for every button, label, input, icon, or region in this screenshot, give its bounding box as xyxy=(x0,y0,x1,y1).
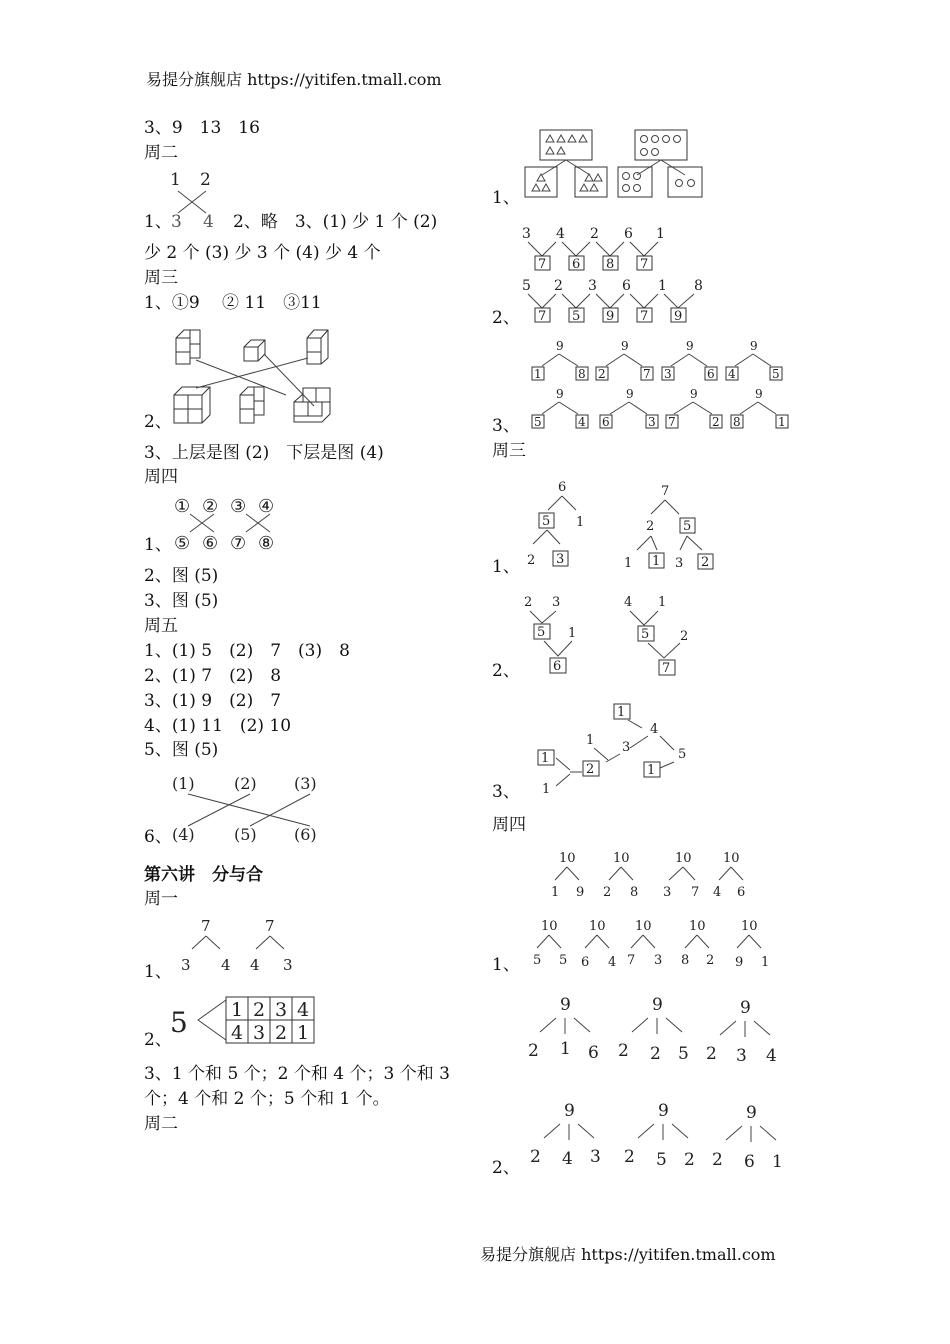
five-number: 5 xyxy=(170,1006,188,1039)
circled-match-figure xyxy=(170,492,285,554)
nine-part: 3 xyxy=(590,1147,601,1167)
paren-match-figure xyxy=(170,770,330,845)
tree-node: 6 xyxy=(553,659,562,674)
section-heading-wednesday: 周三 xyxy=(492,441,526,461)
answer-label: 1、 xyxy=(492,188,520,208)
nine-top: 9 xyxy=(686,339,694,353)
ten-part: 9 xyxy=(735,955,744,970)
tree-left: 4 xyxy=(250,956,260,974)
cross-top-2: 2 xyxy=(200,170,211,190)
ten-part: 3 xyxy=(654,953,663,968)
circled-top: ③ xyxy=(230,496,247,517)
answer-label: 2、 xyxy=(492,308,520,328)
nine-part: 4 xyxy=(578,415,586,429)
tree-right: 4 xyxy=(221,956,231,974)
paren-bottom: (4) xyxy=(172,825,195,844)
nine-top: 9 xyxy=(626,387,634,401)
nine-part: 5 xyxy=(772,367,780,381)
nine-top: 9 xyxy=(740,998,751,1018)
answer-label: 1、 xyxy=(492,557,520,577)
ten-part: 2 xyxy=(706,953,715,968)
ten-part: 1 xyxy=(551,885,560,900)
circled-bottom: ⑥ xyxy=(202,533,219,554)
pair-top: 6 xyxy=(622,278,631,294)
ten-top: 10 xyxy=(723,851,740,866)
tree-node: 4 xyxy=(624,595,633,610)
pair-top: 3 xyxy=(522,226,531,242)
answer-line: 1、(1) 5 (2) 7 (3) 8 xyxy=(144,641,350,661)
tree-node: 3 xyxy=(622,740,631,755)
paren-bottom: (5) xyxy=(234,825,257,844)
nine-part: 3 xyxy=(648,415,656,429)
tree-node: 2 xyxy=(646,519,655,534)
nine-part: 4 xyxy=(766,1046,777,1066)
ten-part: 6 xyxy=(581,955,590,970)
nine-part: 2 xyxy=(598,367,606,381)
nine-top: 9 xyxy=(621,339,629,353)
nine-part: 5 xyxy=(534,415,542,429)
ten-part: 7 xyxy=(627,953,636,968)
nine-part: 2 xyxy=(618,1041,629,1061)
nine-part: 2 xyxy=(706,1044,717,1064)
nine-top: 9 xyxy=(658,1101,669,1121)
answer-line: 4、(1) 11 (2) 10 xyxy=(144,716,292,736)
tree-node: 5 xyxy=(641,627,650,642)
answer-line: 3、(1) 9 (2) 7 xyxy=(144,691,282,711)
answer-line: 5、图 (5) xyxy=(144,740,219,760)
answer-label: 1、 xyxy=(144,535,172,555)
section-heading-tuesday: 周二 xyxy=(144,143,178,163)
ten-top: 10 xyxy=(675,851,692,866)
tree-node: 6 xyxy=(558,480,567,495)
ten-part: 5 xyxy=(559,953,568,968)
pair-top: 1 xyxy=(656,226,665,242)
circled-bottom: ⑧ xyxy=(258,533,275,554)
section-heading-friday: 周五 xyxy=(144,616,178,636)
tree-node: 1 xyxy=(658,595,667,610)
paren-top: (3) xyxy=(294,774,317,793)
tree-node: 2 xyxy=(527,553,536,568)
tree-node: 1 xyxy=(541,751,550,766)
nine-top: 9 xyxy=(556,387,564,401)
tree-top: 7 xyxy=(265,917,275,935)
nine-part: 1 xyxy=(778,415,786,429)
ten-part: 2 xyxy=(603,885,612,900)
ten-part: 1 xyxy=(761,955,770,970)
pair-sum: 5 xyxy=(572,309,581,324)
circled-top: ① xyxy=(174,496,191,517)
grid-cell: 4 xyxy=(231,1022,244,1044)
pair-sum: 7 xyxy=(538,309,547,324)
answer-line: 3、图 (5) xyxy=(144,591,219,611)
answer-label: 1、 xyxy=(144,212,172,232)
tree-node: 1 xyxy=(542,782,551,797)
pair-top: 2 xyxy=(590,226,599,242)
tree-node: 2 xyxy=(701,555,710,570)
split-tree-figure xyxy=(175,915,305,975)
answer-label: 6、 xyxy=(144,827,172,847)
grid-cell: 3 xyxy=(253,1022,266,1044)
nine-part: 6 xyxy=(744,1152,755,1172)
page-header: 易提分旗舰店 https://yitifen.tmall.com xyxy=(146,70,442,89)
answer-label: 3、 xyxy=(492,782,520,802)
nine-top: 9 xyxy=(556,339,564,353)
grid-cell: 2 xyxy=(275,1022,288,1044)
circled-bottom: ⑦ xyxy=(230,533,247,554)
circled-top: ② xyxy=(202,496,219,517)
tree-node: 2 xyxy=(680,629,689,644)
tree-node: 7 xyxy=(662,661,671,676)
ten-part: 8 xyxy=(630,885,639,900)
tree-node: 2 xyxy=(586,762,595,777)
ten-part: 4 xyxy=(713,885,722,900)
ten-part: 8 xyxy=(681,953,690,968)
paren-top: (1) xyxy=(172,774,195,793)
answer-line: 2、(1) 7 (2) 8 xyxy=(144,666,282,686)
pair-top: 1 xyxy=(658,278,667,294)
ten-top: 10 xyxy=(689,919,706,934)
cross-bottom-1: 3 xyxy=(171,212,182,232)
nine-part: 5 xyxy=(678,1044,689,1064)
nine-part: 2 xyxy=(650,1044,661,1064)
answer-label: 1、 xyxy=(144,962,172,982)
tree-node: 1 xyxy=(624,556,633,571)
tree-node: 4 xyxy=(650,722,659,737)
ten-top: 10 xyxy=(613,851,630,866)
tree-node: 1 xyxy=(586,733,595,748)
tree-right: 3 xyxy=(283,956,293,974)
answer-line: 2、图 (5) xyxy=(144,566,219,586)
ten-top: 10 xyxy=(589,919,606,934)
grid-cell: 4 xyxy=(297,999,310,1021)
ten-top: 10 xyxy=(635,919,652,934)
nine-top: 9 xyxy=(564,1101,575,1121)
tree-node: 2 xyxy=(524,595,533,610)
grid-cell: 1 xyxy=(297,1022,310,1044)
nine-part: 2 xyxy=(712,415,720,429)
nine-part: 7 xyxy=(668,415,676,429)
nine-part: 6 xyxy=(588,1043,599,1063)
answer-label: 3、 xyxy=(492,416,520,436)
ten-top: 10 xyxy=(741,919,758,934)
section-heading-tuesday: 周二 xyxy=(144,1114,178,1134)
nine-part: 3 xyxy=(664,367,672,381)
tree-node: 5 xyxy=(678,747,687,762)
ten-part: 7 xyxy=(691,885,700,900)
answer-line: 3、9 13 16 xyxy=(144,118,260,138)
shape-sort-figure xyxy=(520,125,710,205)
nine-part: 2 xyxy=(684,1150,695,1170)
grid-cell: 1 xyxy=(231,999,244,1021)
nine-split-figure xyxy=(528,338,793,433)
answer-line: 3、上层是图 (2) 下层是图 (4) xyxy=(144,443,384,463)
tree-node: 1 xyxy=(647,763,656,778)
tree-node: 1 xyxy=(568,626,577,641)
nine-part: 2 xyxy=(712,1150,723,1170)
nine-part: 8 xyxy=(578,367,586,381)
grid-cell: 3 xyxy=(275,999,288,1021)
cross-top-1: 1 xyxy=(170,170,181,190)
cubes-figure xyxy=(168,320,343,430)
answer-label: 1、 xyxy=(492,955,520,975)
nine-part: 8 xyxy=(733,415,741,429)
page-footer: 易提分旗舰店 https://yitifen.tmall.com xyxy=(480,1245,776,1264)
section-heading-thursday: 周四 xyxy=(144,467,178,487)
lecture-title: 第六讲 分与合 xyxy=(144,865,263,885)
answer-line: 1、①9 ② 11 ③11 xyxy=(144,293,322,313)
section-heading-wednesday: 周三 xyxy=(144,268,178,288)
nine-part: 7 xyxy=(643,367,651,381)
nine-part: 4 xyxy=(562,1149,573,1169)
nine-part: 5 xyxy=(656,1150,667,1170)
ten-part: 9 xyxy=(576,885,585,900)
tree-node: 3 xyxy=(552,595,561,610)
pair-sum: 6 xyxy=(572,257,581,272)
nine-top: 9 xyxy=(690,387,698,401)
ten-top: 10 xyxy=(559,851,576,866)
tree-node: 5 xyxy=(542,514,551,529)
pair-sum-figure xyxy=(518,222,718,327)
tree-node: 7 xyxy=(661,484,670,499)
cross-bottom-2: 4 xyxy=(203,212,214,232)
pair-sum: 8 xyxy=(606,257,615,272)
tree-node: 5 xyxy=(683,519,692,534)
circled-bottom: ⑤ xyxy=(174,533,191,554)
tree-node: 1 xyxy=(576,515,585,530)
nine-top: 9 xyxy=(755,387,763,401)
nine-part: 2 xyxy=(624,1147,635,1167)
pair-sum: 9 xyxy=(606,309,615,324)
ten-part: 3 xyxy=(663,885,672,900)
tree-node: 1 xyxy=(652,554,661,569)
tree-node: 5 xyxy=(537,625,546,640)
tree-node: 3 xyxy=(675,556,684,571)
composition-tree-figure xyxy=(520,590,710,680)
pair-sum: 9 xyxy=(674,309,683,324)
ten-part: 5 xyxy=(533,953,542,968)
answer-label: 2、 xyxy=(144,412,172,432)
pair-top: 5 xyxy=(522,278,531,294)
nine-top: 9 xyxy=(560,995,571,1015)
pair-top: 6 xyxy=(624,226,633,242)
nine-top: 9 xyxy=(652,995,663,1015)
grid-cell: 2 xyxy=(253,999,266,1021)
answer-line: 3、1 个和 5 个；2 个和 4 个；3 个和 3 xyxy=(144,1064,450,1084)
tree-node: 1 xyxy=(617,705,626,720)
circled-top: ④ xyxy=(258,496,275,517)
nine-part: 6 xyxy=(602,415,610,429)
pair-top: 3 xyxy=(588,278,597,294)
pair-top: 4 xyxy=(556,226,565,242)
tree-left: 3 xyxy=(181,956,191,974)
pair-sum: 7 xyxy=(640,309,649,324)
composition-tree-figure xyxy=(520,478,730,573)
nine-part: 1 xyxy=(772,1152,783,1172)
nine-top: 9 xyxy=(746,1103,757,1123)
nine-three-split-figure xyxy=(522,1096,787,1171)
nine-top: 9 xyxy=(750,339,758,353)
paren-top: (2) xyxy=(234,774,257,793)
answer-line: 2、略 3、(1) 少 1 个 (2) xyxy=(233,212,438,232)
nine-part: 1 xyxy=(534,367,542,381)
answer-label: 2、 xyxy=(492,1158,520,1178)
section-heading-thursday: 周四 xyxy=(492,815,526,835)
nine-part: 2 xyxy=(528,1041,539,1061)
pair-sum: 7 xyxy=(640,257,649,272)
section-heading-monday: 周一 xyxy=(144,889,178,909)
tree-top: 7 xyxy=(201,917,211,935)
nine-part: 3 xyxy=(736,1046,747,1066)
pair-top: 2 xyxy=(554,278,563,294)
composition-tree-figure xyxy=(530,700,700,800)
answer-line: 个；4 个和 2 个；5 个和 1 个。 xyxy=(144,1089,390,1109)
ten-top: 10 xyxy=(541,919,558,934)
ten-split-figure xyxy=(525,848,785,978)
answer-label: 2、 xyxy=(492,661,520,681)
nine-part: 6 xyxy=(707,367,715,381)
ten-part: 6 xyxy=(737,885,746,900)
nine-part: 1 xyxy=(560,1039,571,1059)
nine-part: 4 xyxy=(728,367,736,381)
answer-line: 少 2 个 (3) 少 3 个 (4) 少 4 个 xyxy=(144,243,381,263)
nine-part: 2 xyxy=(530,1147,541,1167)
pair-sum: 7 xyxy=(538,257,547,272)
paren-bottom: (6) xyxy=(294,825,317,844)
nine-three-split-figure xyxy=(522,990,787,1065)
five-split-figure xyxy=(168,994,318,1048)
answer-label: 2、 xyxy=(144,1030,172,1050)
ten-part: 4 xyxy=(608,955,617,970)
pair-top: 8 xyxy=(694,278,703,294)
tree-node: 3 xyxy=(556,552,565,567)
